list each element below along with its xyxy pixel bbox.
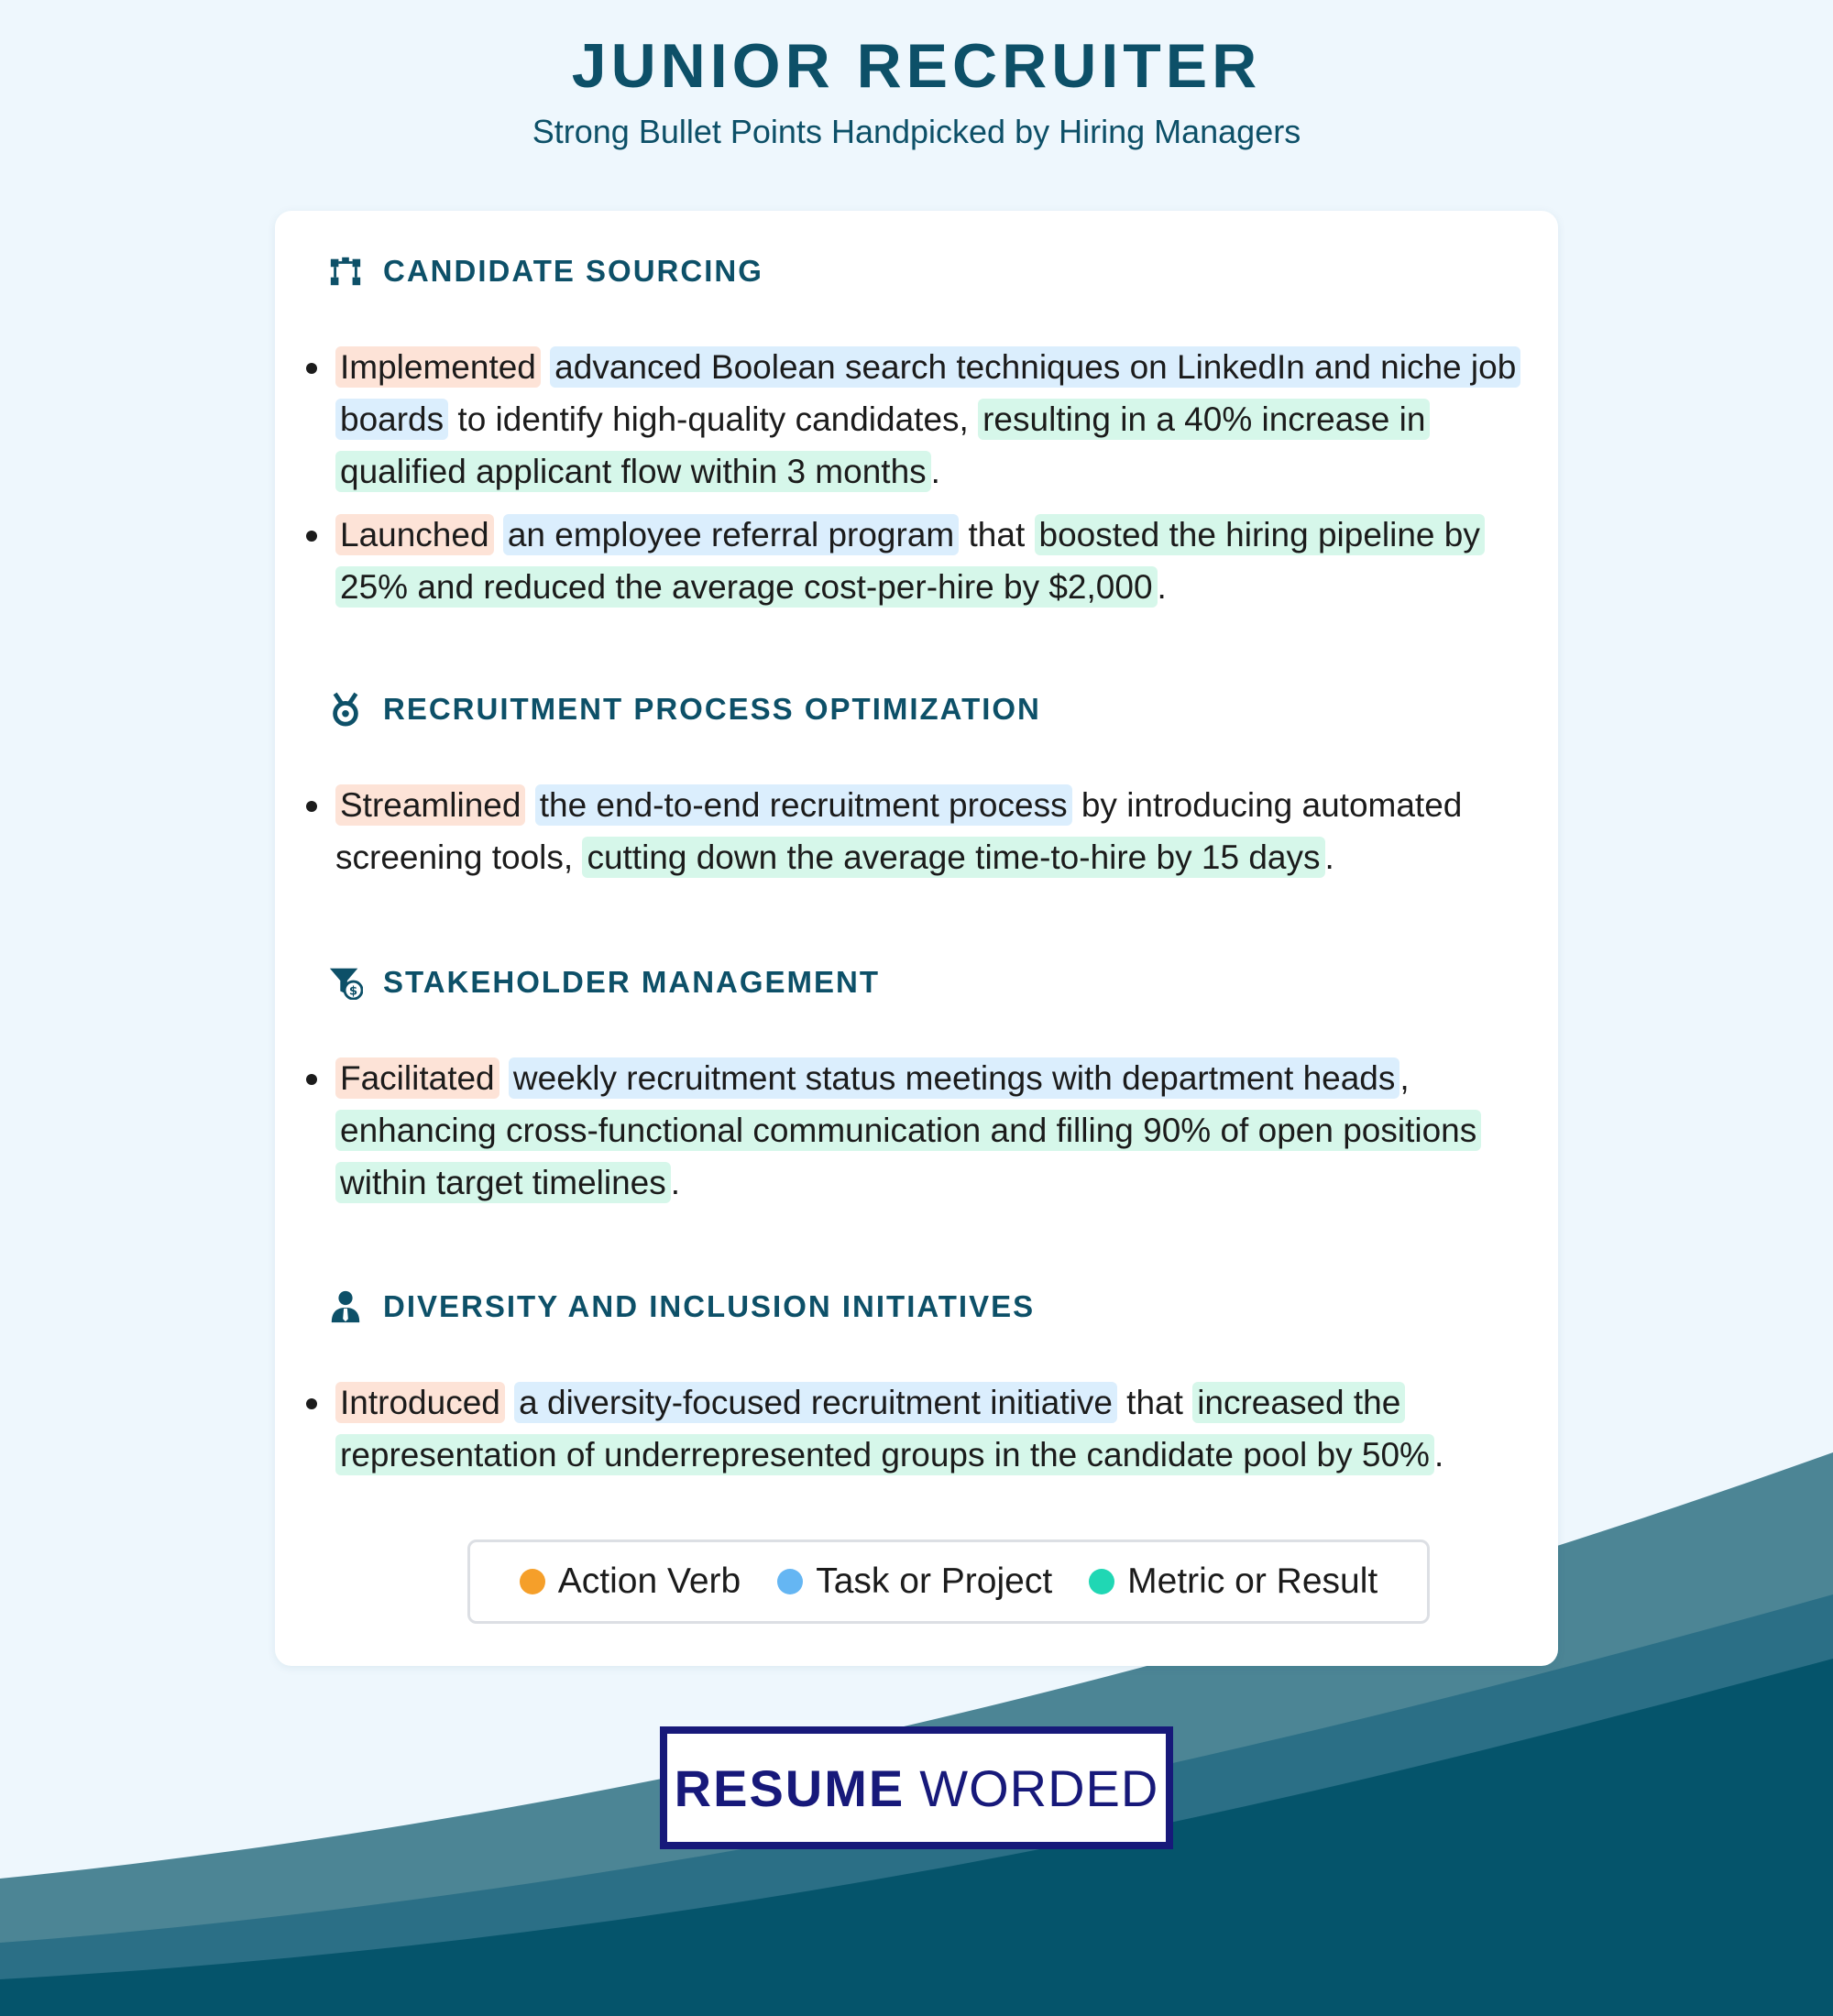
legend-label: Task or Project <box>816 1561 1053 1601</box>
bullet-list <box>275 1052 1558 1209</box>
plain-text <box>525 786 534 824</box>
task-or-project: weekly recruitment status meetings with department heads <box>509 1057 1399 1099</box>
bullet-item <box>335 509 1518 613</box>
plain-text: by introducing automated screening tools, <box>335 786 1463 876</box>
plain-text <box>505 1384 514 1421</box>
page-header <box>0 26 1833 154</box>
legend-label: Metric or Result <box>1127 1561 1378 1601</box>
bullet-item <box>335 1052 1518 1209</box>
plain-text: that <box>1116 1384 1193 1421</box>
page-title: JUNIOR RECRUITER <box>571 31 1262 101</box>
section-candidate-sourcing <box>275 249 1558 613</box>
bullet-item <box>335 1376 1518 1481</box>
section-title: STAKEHOLDER MANAGEMENT <box>383 965 881 999</box>
medal-icon <box>328 692 363 727</box>
task-or-project: a diversity-focused recruitment initiative <box>514 1382 1117 1423</box>
metric-or-result: enhancing cross-functional communication and filling 90% of open positions within target timelines <box>335 1110 1481 1203</box>
metric-or-result: boosted the hiring pipeline by 25% and reduced the average cost-per-hire by $2,000 <box>335 514 1485 608</box>
section-header <box>328 1285 1558 1329</box>
bullet-points-card <box>275 211 1558 1666</box>
plain-text: . <box>1324 838 1334 876</box>
legend-label: Action Verb <box>557 1561 741 1601</box>
action-verb: Introduced <box>335 1382 505 1423</box>
logo-text-bold: RESUME <box>674 1759 906 1817</box>
metric-or-result: increased the representation of underrepresented groups in the candidate pool by 50% <box>335 1382 1434 1475</box>
plain-text <box>499 1059 509 1097</box>
highlight-legend <box>467 1539 1430 1624</box>
metric-or-result: resulting in a 40% increase in qualified applicant flow within 3 months <box>335 399 1430 492</box>
section-title: RECRUITMENT PROCESS OPTIMIZATION <box>383 692 1041 726</box>
section-header <box>328 687 1558 731</box>
bullet-list <box>275 341 1558 613</box>
action-verb: Streamlined <box>335 784 525 826</box>
action-verb: Launched <box>335 514 494 555</box>
bullet-list <box>275 1376 1558 1481</box>
action-verb: Facilitated <box>335 1057 499 1099</box>
person-tie-icon <box>328 1289 363 1324</box>
bullet-item <box>335 779 1518 883</box>
plain-text <box>541 348 550 386</box>
task-or-project: an employee referral program <box>503 514 959 555</box>
task-or-project: advanced Boolean search techniques on LinkedIn and niche job boards <box>335 346 1520 440</box>
funnel-dollar-icon <box>328 965 363 1000</box>
bullet-item <box>335 341 1518 498</box>
resume-worded-logo[interactable] <box>660 1726 1173 1849</box>
legend-dot-icon <box>777 1569 803 1594</box>
bullet-list <box>275 779 1558 883</box>
action-verb: Implemented <box>335 346 541 388</box>
plain-text: . <box>1157 568 1167 606</box>
plain-text: that <box>959 516 1035 553</box>
section-recruitment-process-optimization <box>275 687 1558 883</box>
metric-or-result: cutting down the average time-to-hire by 15 days <box>582 837 1324 878</box>
section-diversity-and-inclusion <box>275 1285 1558 1481</box>
legend-item-action-verb <box>520 1561 741 1602</box>
section-title: DIVERSITY AND INCLUSION INITIATIVES <box>383 1289 1036 1323</box>
page-subtitle: Strong Bullet Points Handpicked by Hiring Managers <box>532 113 1301 150</box>
plain-text: to identify high-quality candidates, <box>448 400 979 438</box>
logo-text-light: WORDED <box>919 1759 1159 1817</box>
section-header <box>328 960 1558 1004</box>
legend-item-task-or-project <box>777 1561 1052 1602</box>
plain-text: . <box>670 1164 681 1201</box>
svg-text:$: $ <box>348 984 358 999</box>
plain-text: , <box>1399 1059 1410 1097</box>
legend-dot-icon <box>520 1569 545 1594</box>
section-stakeholder-management <box>275 960 1558 1209</box>
task-or-project: the end-to-end recruitment process <box>535 784 1072 826</box>
plain-text: . <box>930 453 940 490</box>
plain-text: . <box>1433 1436 1444 1474</box>
legend-dot-icon <box>1089 1569 1114 1594</box>
network-nodes-icon <box>328 254 363 289</box>
section-header <box>328 249 1558 293</box>
legend-item-metric-or-result <box>1089 1561 1377 1602</box>
section-title: CANDIDATE SOURCING <box>383 254 763 288</box>
plain-text <box>494 516 503 553</box>
